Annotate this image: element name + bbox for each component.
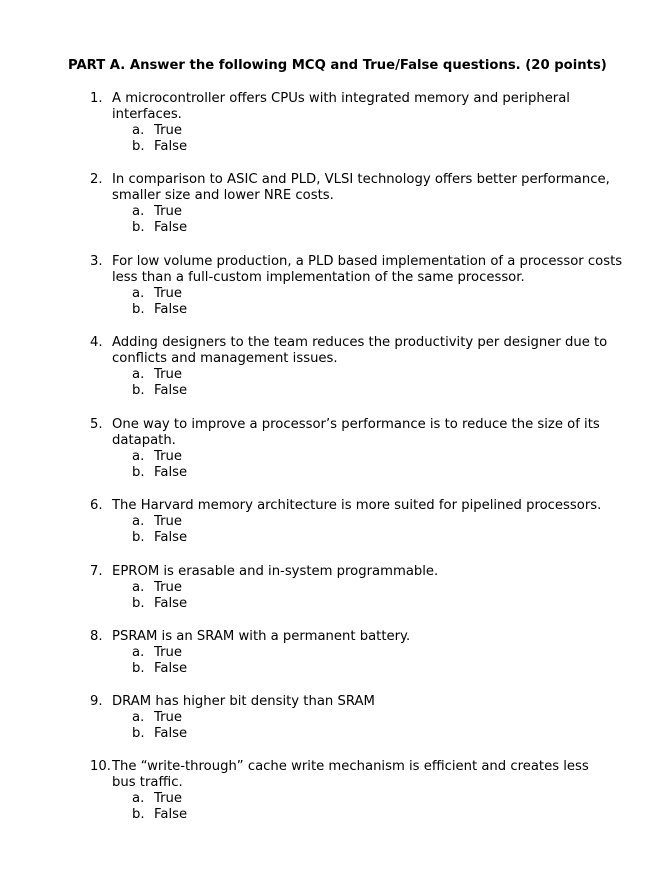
option-label: False bbox=[154, 383, 188, 399]
option-true[interactable] bbox=[132, 710, 630, 726]
option-label: True bbox=[154, 123, 183, 138]
option-label: True bbox=[154, 367, 183, 382]
question-number: 10. bbox=[90, 759, 111, 774]
question-3 bbox=[90, 254, 630, 319]
option-label: True bbox=[154, 449, 183, 464]
question-number: 7. bbox=[90, 564, 103, 579]
option-label: False bbox=[154, 807, 188, 823]
option-letter: a. bbox=[132, 286, 145, 301]
option-label: False bbox=[154, 661, 188, 677]
option-false[interactable] bbox=[132, 661, 630, 677]
question-text: PSRAM is an SRAM with a permanent battery. bbox=[112, 629, 411, 644]
option-true[interactable] bbox=[132, 286, 630, 302]
answer-options bbox=[90, 710, 630, 743]
question-4 bbox=[90, 335, 630, 400]
question-9 bbox=[90, 694, 630, 743]
option-false[interactable] bbox=[132, 726, 630, 742]
option-letter: a. bbox=[132, 645, 145, 660]
question-8 bbox=[90, 629, 630, 678]
option-false[interactable] bbox=[132, 220, 630, 236]
question-text: The Harvard memory architecture is more suited for pipelined processors. bbox=[112, 498, 602, 513]
question-text: The “write-through” cache write mechanism is efficient and creates less bus traffic. bbox=[112, 759, 589, 790]
option-true[interactable] bbox=[132, 123, 630, 139]
option-label: False bbox=[154, 596, 188, 612]
question-number: 6. bbox=[90, 498, 103, 513]
option-label: True bbox=[154, 286, 183, 301]
answer-options bbox=[90, 645, 630, 678]
answer-options bbox=[90, 449, 630, 482]
option-letter: a. bbox=[132, 580, 145, 595]
option-letter: a. bbox=[132, 710, 145, 725]
option-letter: a. bbox=[132, 123, 145, 138]
question-text: One way to improve a processor’s performance is to reduce the size of its datapath. bbox=[112, 417, 600, 448]
option-label: False bbox=[154, 465, 188, 481]
question-text: A microcontroller offers CPUs with integrated memory and peripheral interfaces. bbox=[112, 91, 570, 122]
question-number: 2. bbox=[90, 172, 103, 187]
option-label: True bbox=[154, 710, 183, 725]
question-number: 8. bbox=[90, 629, 103, 644]
option-label: True bbox=[154, 204, 183, 219]
option-letter: b. bbox=[132, 220, 145, 236]
option-label: False bbox=[154, 139, 188, 155]
question-1 bbox=[90, 91, 630, 156]
question-number: 9. bbox=[90, 694, 103, 709]
question-7 bbox=[90, 564, 630, 613]
option-label: False bbox=[154, 726, 188, 742]
option-true[interactable] bbox=[132, 514, 630, 530]
option-true[interactable] bbox=[132, 645, 630, 661]
option-letter: b. bbox=[132, 661, 145, 677]
option-false[interactable] bbox=[132, 302, 630, 318]
question-number: 5. bbox=[90, 417, 103, 432]
option-true[interactable] bbox=[132, 449, 630, 465]
option-letter: a. bbox=[132, 514, 145, 529]
option-label: True bbox=[154, 580, 183, 595]
question-text: For low volume production, a PLD based implementation of a processor costs less than a full-custom implementation of the same processor. bbox=[112, 254, 623, 285]
option-label: True bbox=[154, 645, 183, 660]
option-false[interactable] bbox=[132, 530, 630, 546]
option-letter: a. bbox=[132, 791, 145, 806]
option-letter: b. bbox=[132, 302, 145, 318]
option-false[interactable] bbox=[132, 383, 630, 399]
option-true[interactable] bbox=[132, 580, 630, 596]
option-letter: b. bbox=[132, 726, 145, 742]
option-letter: b. bbox=[132, 465, 145, 481]
question-text: Adding designers to the team reduces the productivity per designer due to conflicts and management issues. bbox=[112, 335, 608, 366]
option-false[interactable] bbox=[132, 807, 610, 823]
option-false[interactable] bbox=[132, 139, 630, 155]
question-5 bbox=[90, 417, 630, 482]
answer-options bbox=[90, 514, 630, 547]
section-heading: PART A. Answer the following MCQ and True/False questions. (20 points) bbox=[68, 58, 607, 73]
option-letter: b. bbox=[132, 807, 145, 823]
option-letter: b. bbox=[132, 139, 145, 155]
option-label: True bbox=[154, 514, 183, 529]
question-text: In comparison to ASIC and PLD, VLSI technology offers better performance, smaller size and lower NRE costs. bbox=[112, 172, 610, 203]
option-true[interactable] bbox=[132, 367, 630, 383]
question-2 bbox=[90, 172, 630, 237]
option-label: False bbox=[154, 530, 188, 546]
answer-options bbox=[90, 580, 630, 613]
option-false[interactable] bbox=[132, 465, 630, 481]
question-10 bbox=[90, 759, 610, 824]
question-text: EPROM is erasable and in-system programmable. bbox=[112, 564, 439, 579]
option-letter: a. bbox=[132, 367, 145, 382]
question-text: DRAM has higher bit density than SRAM bbox=[112, 694, 375, 709]
option-letter: a. bbox=[132, 449, 145, 464]
option-label: True bbox=[154, 791, 183, 806]
answer-options bbox=[90, 286, 630, 319]
option-true[interactable] bbox=[132, 204, 630, 220]
answer-options bbox=[90, 204, 630, 237]
answer-options bbox=[90, 791, 610, 824]
option-letter: b. bbox=[132, 596, 145, 612]
option-label: False bbox=[154, 302, 188, 318]
answer-options bbox=[90, 367, 630, 400]
option-false[interactable] bbox=[132, 596, 630, 612]
answer-options bbox=[90, 123, 630, 156]
option-letter: b. bbox=[132, 383, 145, 399]
option-label: False bbox=[154, 220, 188, 236]
option-letter: a. bbox=[132, 204, 145, 219]
question-number: 4. bbox=[90, 335, 103, 350]
question-number: 3. bbox=[90, 254, 103, 269]
option-letter: b. bbox=[132, 530, 145, 546]
question-number: 1. bbox=[90, 91, 103, 106]
option-true[interactable] bbox=[132, 791, 610, 807]
question-6 bbox=[90, 498, 630, 547]
